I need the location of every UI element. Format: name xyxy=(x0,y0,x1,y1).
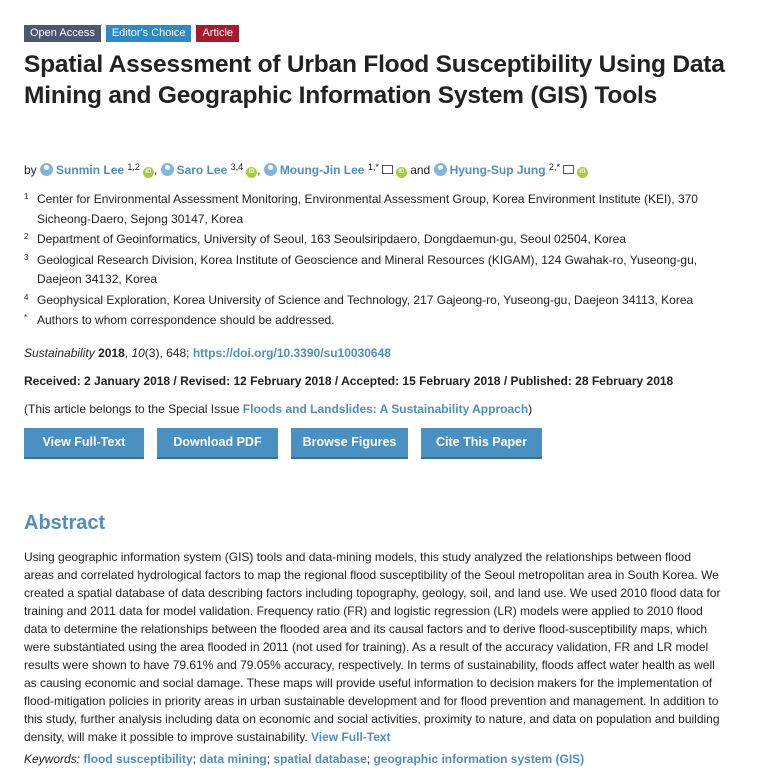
affiliation-item xyxy=(24,190,724,229)
keyword-link[interactable]: data mining xyxy=(199,752,267,766)
special-issue-suffix: ) xyxy=(528,402,533,416)
special-issue-prefix: (This article belongs to the Special Issue xyxy=(24,402,243,416)
affiliation-text: Department of Geoinformatics, University of Seoul, 163 Seoulsiripdaero, Dongdaemun-gu, Seoul 02504, Korea xyxy=(37,232,627,246)
publication-dates: Received: 2 January 2018 / Revised: 12 February 2018 / Accepted: 15 February 2018 / Published: 28 February 2018 xyxy=(24,374,674,388)
affiliation-item xyxy=(24,230,724,250)
affiliation-text: Geological Research Division, Korea Institute of Geoscience and Mineral Resources (KIGAM), 124 Gwahak-ro, Yuseong-gu, Daejeon 34132, Korea xyxy=(37,252,698,286)
article-type-badge[interactable]: Article xyxy=(196,25,239,42)
author-affiliation-sup: 2,* xyxy=(548,162,560,172)
abstract-full-text-link[interactable]: View Full-Text xyxy=(311,730,391,744)
author-link[interactable]: Hyung-Sup Jung xyxy=(449,163,546,177)
orcid-icon[interactable]: iD xyxy=(143,167,154,178)
author-link[interactable]: Sunmin Lee xyxy=(56,163,125,177)
editors-choice-badge[interactable]: Editor's Choice xyxy=(106,25,192,42)
person-icon xyxy=(161,163,174,176)
affiliations xyxy=(24,190,724,332)
abstract-heading: Abstract xyxy=(24,512,106,534)
author-link[interactable]: Saro Lee xyxy=(176,163,228,177)
abstract-body xyxy=(24,548,724,746)
citation-line: Sustainability 2018, 10(3), 648; https://doi.org/10.3390/su10030648 xyxy=(24,346,391,360)
affiliation-item xyxy=(24,251,724,290)
action-buttons xyxy=(24,428,542,459)
orcid-icon[interactable]: iD xyxy=(577,167,588,178)
journal-name: Sustainability xyxy=(24,346,95,360)
by-label: by xyxy=(24,163,37,177)
and-label: and xyxy=(410,163,431,177)
abstract-text: Using geographic information system (GIS) tools and data-mining models, this study analyzed the relationships between flood areas and correlated hydrological factors to map the regional flood susceptibility of the Seoul metropolitan area in South Korea. We created a spatial database of data describing factors including topography, geology, soil, and land use. We used 2010 flood data for training and 2011 data for model validation. Frequency ratio (FR) and logistic regression (LR) models were applied to 2010 flood data to determine the relationships between the flooded area and its causal factors and to derive flood-susceptibility maps, which were substantiated using the area flooded in 2011 (not used for training). As a result of the accuracy validation, FR and LR model results were shown to have 79.61% and 79.05% accuracy, respectively. In terms of sustainability, floods affect water health as well as causing economic and social damage. These maps will provide useful information to decision makers for the implementation of flood-mitigation policies in priority areas in urban sustainable development and for flood prevention and management. In addition to this study, further analysis including data on economic and social activities, proximity to nature, and data on population and building density, will make it possible to improve sustainability. xyxy=(24,550,721,744)
email-icon[interactable] xyxy=(563,165,574,174)
keywords-line: Keywords: flood susceptibility; data mining; spatial database; geographic information system (GIS) xyxy=(24,752,585,766)
author-list: by Sunmin Lee $^{1,2}$ iD , Saro Lee $^{3,4}$ iD , Moung-Jin Lee $^{1,*}$ iD and Hyung-Sup Jung $^{2,*}$ iD xyxy=(24,157,588,180)
browse-figures-button[interactable]: Browse Figures xyxy=(291,428,408,459)
author-affiliation-sup: 3,4 xyxy=(230,162,244,172)
person-icon xyxy=(434,163,447,176)
affiliation-number: 4 xyxy=(24,292,29,302)
affiliation-number: 3 xyxy=(24,252,29,262)
orcid-icon[interactable]: iD xyxy=(396,167,407,178)
special-issue-link[interactable]: Floods and Landslides: A Sustainability Approach xyxy=(242,402,529,416)
article-badges xyxy=(24,25,239,42)
cite-this-paper-button[interactable]: Cite This Paper xyxy=(421,428,542,459)
person-icon xyxy=(264,163,277,176)
person-icon xyxy=(40,163,53,176)
affiliation-text: Authors to whom correspondence should be addressed. xyxy=(37,313,335,327)
affiliation-text: Center for Environmental Assessment Monitoring, Environmental Assessment Group, Korea Environment Institute (KEI), 370 Sicheong-Daero, Sejong 30147, Korea xyxy=(37,192,698,226)
author-affiliation-sup: 1,* xyxy=(367,162,379,172)
affiliation-number: * xyxy=(24,313,28,322)
citation-year: 2018 xyxy=(98,346,125,360)
keyword-link[interactable]: spatial database xyxy=(273,752,367,766)
affiliation-item xyxy=(24,291,724,311)
citation-issue-pages: (3), 648; xyxy=(144,346,190,360)
article-title: Spatial Assessment of Urban Flood Susceptibility Using Data Mining and Geographic Information System (GIS) Tools xyxy=(24,51,725,109)
view-full-text-button[interactable]: View Full-Text xyxy=(24,428,144,459)
orcid-icon[interactable]: iD xyxy=(246,167,257,178)
keywords-label: Keywords: xyxy=(24,752,81,766)
keyword-link[interactable]: flood susceptibility xyxy=(83,752,193,766)
affiliation-text: Geophysical Exploration, Korea University of Science and Technology, 217 Gajeong-ro, Yuseong-gu, Daejeon 34113, Korea xyxy=(37,292,694,307)
open-access-badge[interactable]: Open Access xyxy=(24,25,101,42)
citation-volume: 10 xyxy=(131,346,145,360)
affiliation-number: 2 xyxy=(24,232,29,241)
download-pdf-button[interactable]: Download PDF xyxy=(157,428,278,459)
email-icon[interactable] xyxy=(382,165,393,174)
keyword-link[interactable]: geographic information system (GIS) xyxy=(373,752,585,766)
author-affiliation-sup: 1,2 xyxy=(127,162,140,172)
special-issue-note xyxy=(24,402,532,416)
affiliation-number: 1 xyxy=(24,192,29,201)
correspondence-note xyxy=(24,311,724,331)
doi-link[interactable]: https://doi.org/10.3390/su10030648 xyxy=(192,346,391,360)
author-link[interactable]: Moung-Jin Lee xyxy=(279,163,365,177)
